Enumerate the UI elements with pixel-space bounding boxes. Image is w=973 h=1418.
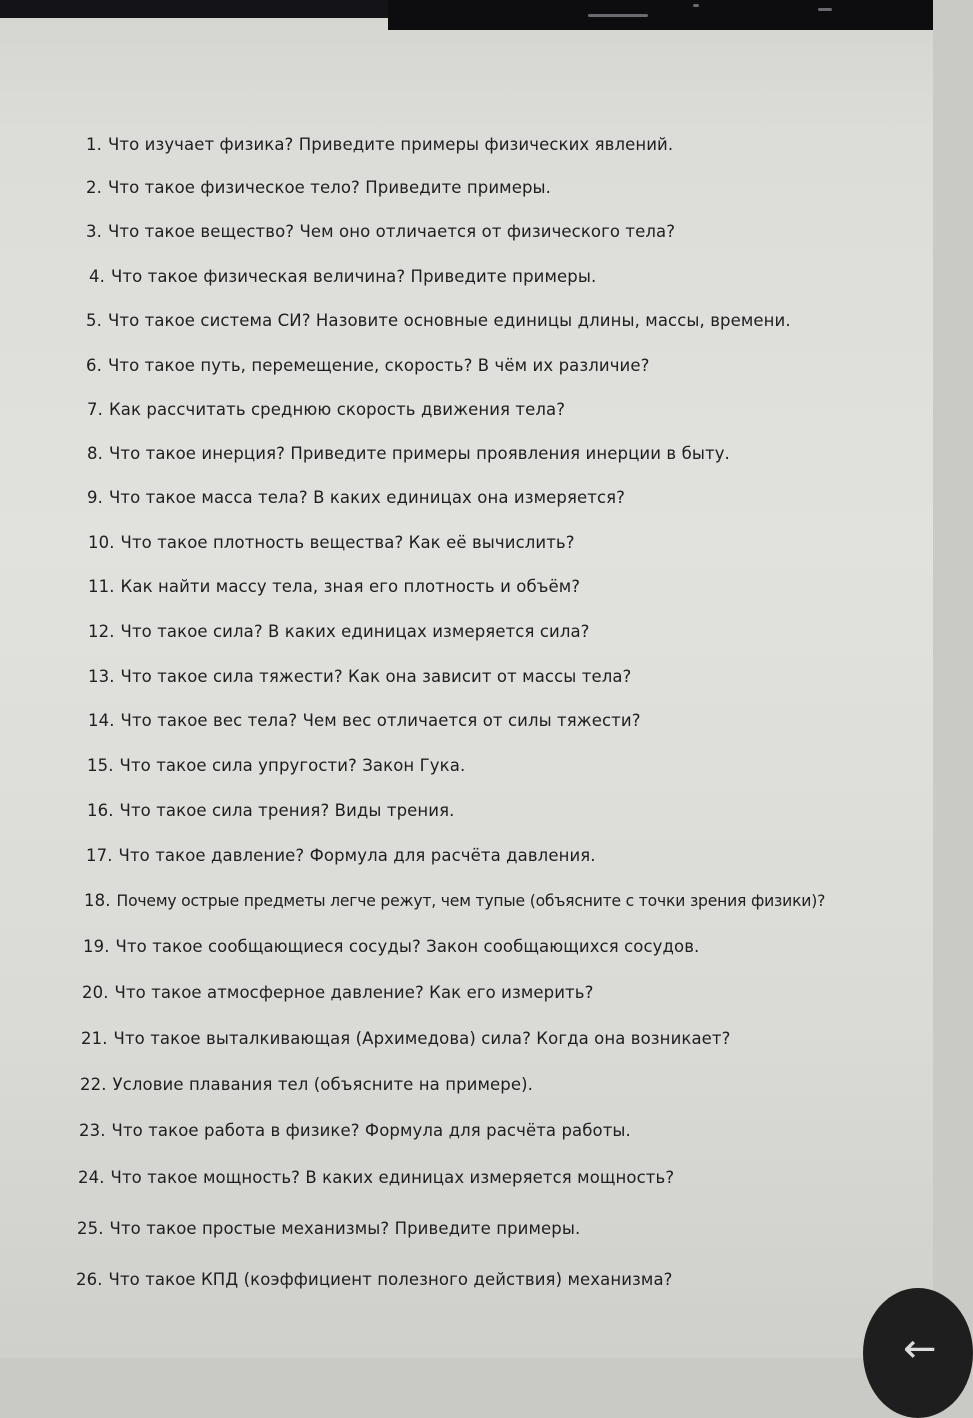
question-number: 3.: [86, 222, 102, 241]
question-item: [80, 1074, 533, 1096]
question-number: 10.: [88, 533, 115, 552]
question-number: 5.: [86, 311, 102, 330]
corner-shadow: [863, 1288, 973, 1418]
question-item: [76, 1269, 673, 1291]
question-text: Что такое сила трения? Виды трения.: [119, 801, 455, 820]
question-number: 21.: [81, 1029, 108, 1048]
question-item: [87, 399, 565, 421]
question-text: Что такое КПД (коэффициент полезного действия) механизма?: [108, 1270, 673, 1289]
question-item: [89, 266, 596, 288]
question-item: [88, 532, 575, 554]
question-text: Почему острые предметы легче режут, чем тупые (объясните с точки зрения физики)?: [116, 892, 826, 910]
question-number: 13.: [88, 667, 115, 686]
question-number: 23.: [79, 1121, 106, 1140]
question-number: 15.: [87, 756, 114, 775]
question-item: [86, 177, 551, 199]
question-item: [86, 134, 673, 156]
question-item: [87, 487, 625, 509]
question-number: 12.: [88, 622, 115, 641]
question-item: [81, 1028, 731, 1050]
question-text: Что такое атмосферное давление? Как его измерить?: [114, 983, 594, 1002]
question-text: Что такое плотность вещества? Как её вычислить?: [120, 533, 575, 552]
question-text: Что такое инерция? Приведите примеры проявления инерции в быту.: [108, 444, 730, 463]
question-item: [88, 576, 580, 598]
question-number: 20.: [82, 983, 109, 1002]
question-number: 14.: [88, 711, 115, 730]
question-item: [79, 1120, 631, 1142]
question-text: Что изучает физика? Приведите примеры физических явлений.: [107, 135, 674, 154]
question-text: Что такое вещество? Чем оно отличается от физического тела?: [107, 222, 676, 241]
question-item: [86, 310, 791, 332]
question-item: [88, 666, 631, 688]
question-number: 16.: [87, 801, 114, 820]
question-text: Что такое система СИ? Назовите основные единицы длины, массы, времени.: [107, 311, 791, 330]
question-item: [77, 1218, 580, 1240]
question-text: Что такое путь, перемещение, скорость? В чём их различие?: [107, 356, 650, 375]
light-streak: [588, 14, 648, 17]
corner-glyph-icon: ←: [903, 1326, 937, 1372]
question-number: 19.: [83, 937, 110, 956]
question-item: [87, 800, 455, 822]
question-number: 7.: [87, 400, 103, 419]
question-number: 9.: [87, 488, 103, 507]
question-text: Что такое сила? В каких единицах измеряется сила?: [120, 622, 590, 641]
top-dark-edge: [0, 0, 388, 18]
question-number: 25.: [77, 1219, 104, 1238]
question-item: [87, 443, 730, 465]
question-item: [83, 936, 699, 958]
question-number: 24.: [78, 1168, 105, 1187]
light-streak: [693, 4, 699, 7]
question-item: [86, 221, 675, 243]
question-number: 1.: [86, 135, 102, 154]
question-text: Что такое мощность? В каких единицах измеряется мощность?: [110, 1168, 675, 1187]
question-text: Что такое сообщающиеся сосуды? Закон сообщающихся сосудов.: [115, 937, 700, 956]
question-number: 26.: [76, 1270, 103, 1289]
question-text: Что такое сила тяжести? Как она зависит от массы тела?: [120, 667, 632, 686]
question-number: 6.: [86, 356, 102, 375]
question-text: Что такое простые механизмы? Приведите примеры.: [109, 1219, 581, 1238]
question-number: 11.: [88, 577, 115, 596]
question-item: [82, 982, 593, 1004]
question-item: [87, 755, 465, 777]
question-text: Что такое вес тела? Чем вес отличается от силы тяжести?: [120, 711, 641, 730]
question-text: Как найти массу тела, зная его плотность и объём?: [120, 577, 581, 596]
light-streak: [818, 8, 832, 11]
question-item: [78, 1167, 674, 1189]
question-item: [86, 845, 596, 867]
question-item: [86, 355, 650, 377]
question-number: 22.: [80, 1075, 107, 1094]
question-number: 4.: [89, 267, 105, 286]
question-number: 2.: [86, 178, 102, 197]
question-text: Условие плавания тел (объясните на примере).: [112, 1075, 533, 1094]
question-item: [88, 621, 590, 643]
question-text: Что такое работа в физике? Формула для расчёта работы.: [111, 1121, 631, 1140]
question-number: 18.: [84, 891, 111, 910]
question-text: Как рассчитать среднюю скорость движения тела?: [108, 400, 566, 419]
question-text: Что такое физическая величина? Приведите примеры.: [110, 267, 597, 286]
question-text: Что такое выталкивающая (Архимедова) сила? Когда она возникает?: [113, 1029, 731, 1048]
question-number: 8.: [87, 444, 103, 463]
question-text: Что такое давление? Формула для расчёта давления.: [118, 846, 596, 865]
question-number: 17.: [86, 846, 113, 865]
question-text: Что такое сила упругости? Закон Гука.: [119, 756, 466, 775]
question-item: [84, 890, 825, 912]
question-text: Что такое масса тела? В каких единицах она измеряется?: [108, 488, 626, 507]
question-item: [88, 710, 641, 732]
top-dark-background: [388, 0, 933, 30]
question-text: Что такое физическое тело? Приведите примеры.: [107, 178, 552, 197]
